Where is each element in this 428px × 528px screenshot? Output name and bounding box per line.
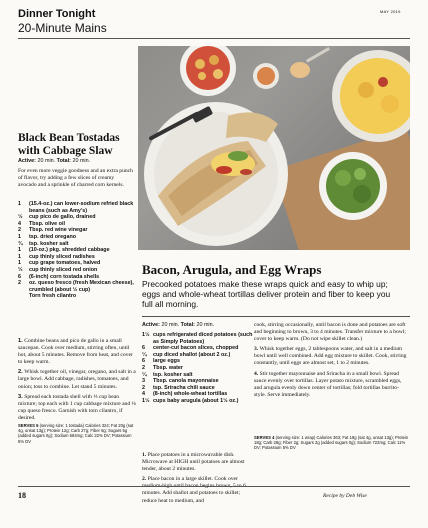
recipe-title: Black Bean Tostadas with Cabbage Slaw — [18, 132, 120, 157]
step-number: 3. — [18, 393, 25, 400]
ingredient-item — [18, 241, 136, 248]
header-rule — [18, 38, 410, 39]
ingredient-item — [142, 372, 254, 379]
step-item — [18, 369, 136, 390]
ingredient-quantity: 1½ — [142, 332, 150, 338]
ingredient-quantity: ¼ — [142, 351, 147, 358]
ingredient-quantity: 2 — [18, 280, 21, 287]
ingredient-text: Tbsp. olive oil — [29, 220, 65, 227]
ingredient-item — [142, 391, 254, 398]
ingredient-quantity: ½ — [18, 214, 23, 221]
nutrition-text: (serving size: 1 tostada) Calories 324; Fat 20g (sat 4g, unsat 13g); Protein 12g; Carb 27g; Fiber 6g; Sugars 5g (added sugars 0g); Sodium 684mg; Calc 22% DV; Potassium 5% DV — [18, 423, 134, 444]
nutrition-text: (serving size: 1 wrap) Calories 363; Fat 19g (sat 4g, unsat 13g); Protein 18g; Carb 28g; Fiber 2g; Sugars 2g (added sugars 0g); Sodium 722mg; Calc 11% DV; Potassium 5% DV — [254, 435, 409, 451]
active-value: 20 min. — [161, 322, 180, 328]
step-number: 1. — [142, 452, 148, 458]
ingredient-quantity: 2 — [142, 364, 145, 371]
step-item — [254, 371, 410, 399]
ingredient-item — [18, 214, 136, 221]
ingredient-quantity: 1 — [18, 253, 21, 260]
total-label: Total: — [180, 322, 195, 328]
ingredient-text: oz. queso fresco (fresh Mexican cheese), crumbled (about ½ cup) — [29, 280, 134, 293]
step-number: 2. — [18, 369, 25, 376]
recipe-time — [142, 322, 214, 328]
step-item — [18, 338, 136, 366]
recipe-title: Bacon, Arugula, and Egg Wraps — [142, 262, 322, 277]
step-list — [18, 338, 136, 425]
ingredient-item — [18, 254, 136, 261]
recipe-time — [18, 158, 90, 164]
total-value: 20 min. — [72, 158, 91, 164]
serves-label: SERVES 4 — [254, 435, 275, 440]
ingredient-quantity: 6 — [142, 345, 145, 352]
ingredient-text: Tbsp. canola mayonnaise — [153, 378, 219, 385]
step-text: Spread each tostada shell with ⅓ cup bean mixture; top each with 1 cup cabbage mixture and ⅛ cup queso fresco. Garnish with torn cilantro, if desired. — [18, 393, 136, 421]
ingredient-text: (6-inch) corn tostada shells — [29, 273, 100, 280]
ingredient-item — [142, 385, 254, 392]
ingredient-text: cup grape tomatoes, halved — [29, 260, 101, 267]
ingredient-quantity: 1 — [18, 233, 21, 240]
food-photo-illustration — [138, 46, 410, 250]
nutrition-info — [254, 435, 410, 451]
step-text: Whisk together eggs, 2 tablespoons water, and salt in a medium bowl until well combined. Add egg mixture to skillet. Cook, stirring constantly, until eggs are almost set, 1 to 2 minutes. — [254, 346, 407, 367]
ingredient-item — [142, 378, 254, 385]
ingredient-quantity: ¼ — [142, 371, 147, 378]
ingredient-quantity: 2 — [18, 227, 21, 234]
ingredient-item — [142, 365, 254, 372]
footer-rule — [18, 486, 410, 487]
step-text: Place potatoes in a microwavable dish. Microwave at HIGH until potatoes are almost tender, about 2 minutes. — [142, 452, 245, 473]
ingredient-text: cup diced shallot (about 2 oz.) — [153, 351, 231, 358]
step-list — [142, 452, 254, 508]
ingredient-quantity — [18, 293, 29, 300]
step-item — [18, 394, 136, 422]
ingredient-item — [18, 293, 136, 300]
active-label: Active: — [18, 158, 36, 164]
ingredient-item — [142, 345, 254, 352]
ingredient-text: cup thinly sliced radishes — [29, 253, 95, 260]
ingredient-quantity: 1 — [18, 247, 21, 254]
ingredient-list — [142, 332, 254, 405]
ingredient-quantity: 3 — [142, 378, 145, 385]
step-text: Place bacon in a large skillet. Cook over medium-high until bacon begins brown, 5 to 6 minutes. Add shallot and potatoes to skillet; reduce heat to medium, and — [142, 476, 246, 504]
ingredient-item — [18, 267, 136, 274]
issue-date: MAY 2019 — [380, 9, 401, 14]
ingredient-item — [18, 274, 136, 281]
section-kicker: Dinner Tonight — [18, 8, 96, 20]
ingredient-text: (8-inch) whole-wheat tortillas — [153, 391, 228, 398]
ingredient-text: (10-oz.) pkg. shredded cabbage — [29, 247, 110, 254]
ingredient-text: cups baby arugula (about 1½ oz.) — [153, 397, 239, 404]
ingredient-quantity: 6 — [18, 273, 21, 280]
ingredient-item — [18, 201, 136, 214]
active-value: 20 min. — [37, 158, 56, 164]
ingredient-quantity: 1½ — [142, 397, 150, 404]
page-number: 18 — [18, 491, 26, 500]
ingredient-quantity: ⅓ — [18, 266, 23, 273]
ingredient-item — [18, 227, 136, 234]
serves-label: SERVES 6 — [18, 423, 39, 428]
ingredient-item — [142, 352, 254, 359]
recipe-intro: For even more veggie goodness and an extra punch of flavor, try adding a few slices of creamy avocado and a sprinkle of charred corn kernels. — [18, 168, 133, 189]
recipe-intro: Precooked potatoes make these wraps quick and easy to whip up; eggs and whole-wheat tortillas deliver protein and fiber to keep you full all morning. — [142, 279, 391, 309]
ingredient-text: tsp. kosher salt — [29, 240, 69, 247]
step-number: 3. — [254, 346, 260, 353]
ingredient-text: (15.4-oz.) can lower-sodium refried black beans (such as Amy's) — [29, 201, 134, 214]
active-label: Active: — [142, 322, 160, 328]
ingredient-item — [142, 358, 254, 365]
ingredient-text: large eggs — [153, 358, 180, 365]
step-item — [142, 452, 254, 473]
step-list — [254, 322, 410, 402]
ingredient-item — [18, 260, 136, 267]
ingredient-quantity: 4 — [18, 220, 21, 227]
nutrition-info — [18, 423, 136, 444]
ingredient-text: Tbsp. water — [153, 364, 183, 371]
step-item — [254, 322, 410, 343]
ingredient-text: cups refrigerated diced potatoes (such as Simply Potatoes) — [153, 332, 253, 345]
ingredient-text: cup pico de gallo, drained — [29, 214, 96, 221]
ingredient-item — [18, 221, 136, 228]
ingredient-text: tsp. kosher salt — [153, 371, 193, 378]
ingredient-quantity: 2 — [142, 384, 145, 391]
total-label: Total: — [56, 158, 71, 164]
ingredient-text: Torn fresh cilantro — [29, 293, 77, 300]
step-number: 1. — [18, 338, 25, 344]
step-item — [142, 476, 254, 504]
ingredient-quantity: 4 — [142, 391, 145, 398]
step-text: Combine beans and pico de gallo in a small saucepan. Cook over medium, stirring often, until hot, about 5 minutes. Remove from heat, and cover to keep warm. — [18, 338, 133, 366]
section-rule — [142, 316, 410, 317]
ingredient-item — [18, 247, 136, 254]
step-text: Stir together mayonnaise and Sriracha in a small bowl. Spread sauce evenly over tortillas. Layer potato mixture, scrambled eggs, and arugula evenly down center of tortillas; fold tortillas burrito-style. Serve immediately. — [254, 370, 402, 398]
step-number: 4. — [254, 370, 260, 377]
ingredient-item — [18, 234, 136, 241]
step-number: 2. — [142, 476, 148, 483]
ingredient-text: tsp. Sriracha chili sauce — [153, 384, 215, 391]
section-title: 20-Minute Mains — [18, 21, 107, 35]
ingredient-quantity: 6 — [142, 358, 145, 365]
step-item — [254, 346, 410, 367]
ingredient-item — [18, 280, 136, 293]
ingredient-item — [142, 332, 254, 345]
step-text: Whisk together oil, vinegar, oregano, and salt in a large bowl. Add cabbage, radishes, tomatoes, and onion; toss to combine. Let stand 5 minutes. — [18, 369, 136, 390]
food-photo — [138, 46, 410, 250]
ingredient-quantity: ¾ — [18, 240, 23, 247]
ingredient-text: center-cut bacon slices, chopped — [153, 345, 239, 352]
ingredient-quantity: 1 — [18, 201, 21, 207]
recipe-credit: Recipe by Deb Wise — [323, 493, 367, 499]
ingredient-text: tsp. dried oregano — [29, 233, 77, 240]
ingredient-quantity: 1 — [18, 260, 21, 267]
ingredient-list — [18, 201, 136, 300]
ingredient-text: cup thinly sliced red onion — [29, 266, 98, 273]
total-value: 20 min. — [196, 322, 215, 328]
step-text: cook, stirring occasionally, until bacon is done and potatoes are soft and beginning to brown, 3 to 4 minutes. Transfer mixture to a bowl; cover to keep warm. (Do not wipe skillet clean.) — [254, 322, 406, 343]
ingredient-item — [142, 398, 254, 405]
ingredient-text: Tbsp. red wine vinegar — [29, 227, 88, 234]
